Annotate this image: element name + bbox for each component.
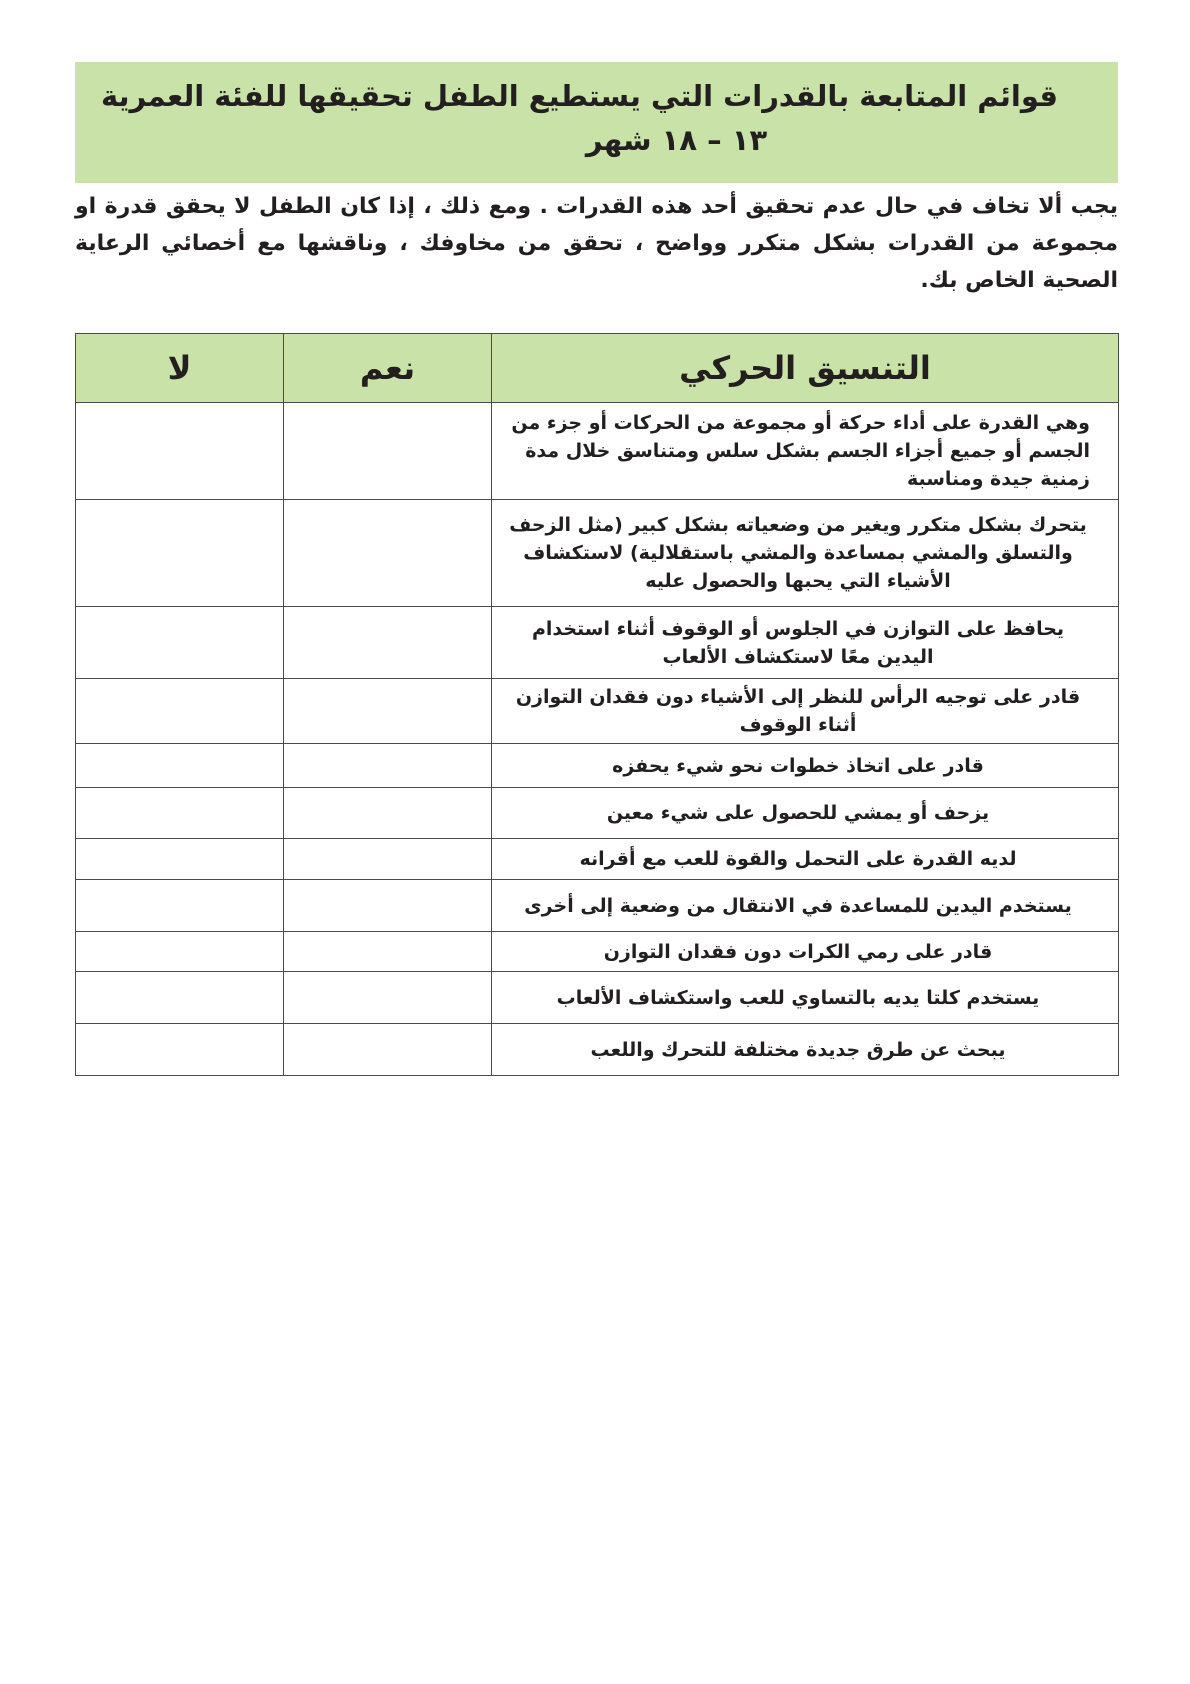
yes-check-cell[interactable] [284, 932, 492, 972]
table-row [76, 500, 1119, 607]
no-check-cell[interactable] [76, 788, 284, 839]
yes-check-cell[interactable] [284, 679, 492, 744]
yes-check-cell[interactable] [284, 403, 492, 500]
no-check-cell[interactable] [76, 403, 284, 500]
row-item-text: قادر على رمي الكرات دون فقدان التوازن [492, 932, 1119, 972]
no-check-cell[interactable] [76, 932, 284, 972]
table-row [76, 972, 1119, 1024]
row-item-text: يحافظ على التوازن في الجلوس أو الوقوف أثناء استخدام اليدين معًا لاستكشاف الألعاب [492, 607, 1119, 679]
yes-check-cell[interactable] [284, 972, 492, 1024]
row-item-text: لديه القدرة على التحمل والقوة للعب مع أقرانه [492, 839, 1119, 880]
no-check-cell[interactable] [76, 607, 284, 679]
table-row [76, 403, 1119, 500]
no-check-cell[interactable] [76, 679, 284, 744]
title-banner [75, 62, 1118, 183]
table-row [76, 932, 1119, 972]
table-row [76, 607, 1119, 679]
header-no: لا [76, 334, 284, 403]
table-row [76, 744, 1119, 788]
checklist-table [75, 333, 1119, 1076]
row-item-text: قادر على اتخاذ خطوات نحو شيء يحفزه [492, 744, 1119, 788]
row-item-text: قادر على توجيه الرأس للنظر إلى الأشياء دون فقدان التوازن أثناء الوقوف [492, 679, 1119, 744]
age-range-subtitle: ١٣ – ١٨ شهر [585, 123, 768, 157]
yes-check-cell[interactable] [284, 880, 492, 932]
yes-check-cell[interactable] [284, 839, 492, 880]
no-check-cell[interactable] [76, 1024, 284, 1076]
row-item-text: يتحرك بشكل متكرر ويغير من وضعياته بشكل كبير (مثل الزحف والتسلق والمشي بمساعدة والمشي باستقلالية) لاستكشاف الأشياء التي يحبها والحصول عليه [492, 500, 1119, 607]
table-row [76, 880, 1119, 932]
no-check-cell[interactable] [76, 500, 284, 607]
table-row [76, 788, 1119, 839]
table-header-row [76, 334, 1119, 403]
no-check-cell[interactable] [76, 880, 284, 932]
page-title: قوائم المتابعة بالقدرات التي يستطيع الطفل تحقيقها للفئة العمرية [101, 79, 1058, 113]
table-row [76, 679, 1119, 744]
row-item-text: يزحف أو يمشي للحصول على شيء معين [492, 788, 1119, 839]
no-check-cell[interactable] [76, 744, 284, 788]
row-item-text: يبحث عن طرق جديدة مختلفة للتحرك واللعب [492, 1024, 1119, 1076]
table-row [76, 839, 1119, 880]
row-item-text: يستخدم اليدين للمساعدة في الانتقال من وضعية إلى أخرى [492, 880, 1119, 932]
header-yes: نعم [284, 334, 492, 403]
yes-check-cell[interactable] [284, 788, 492, 839]
yes-check-cell[interactable] [284, 607, 492, 679]
row-item-text: يستخدم كلتا يديه بالتساوي للعب واستكشاف الألعاب [492, 972, 1119, 1024]
yes-check-cell[interactable] [284, 744, 492, 788]
no-check-cell[interactable] [76, 839, 284, 880]
yes-check-cell[interactable] [284, 500, 492, 607]
table-row [76, 1024, 1119, 1076]
yes-check-cell[interactable] [284, 1024, 492, 1076]
intro-paragraph: يجب ألا تخاف في حال عدم تحقيق أحد هذه القدرات . ومع ذلك ، إذا كان الطفل لا يحقق قدرة او مجموعة من القدرات بشكل متكرر وواضح ، تحقق من مخاوفك ، وناقشها مع أخصائي الرعاية الصحية الخاص بك. [75, 194, 1118, 293]
row-item-text: وهي القدرة على أداء حركة أو مجموعة من الحركات أو جزء من الجسم أو جميع أجزاء الجسم بشكل سلس ومتناسق خلال مدة زمنية جيدة ومناسبة [492, 403, 1119, 500]
header-motor-coordination: التنسيق الحركي [492, 334, 1119, 403]
no-check-cell[interactable] [76, 972, 284, 1024]
